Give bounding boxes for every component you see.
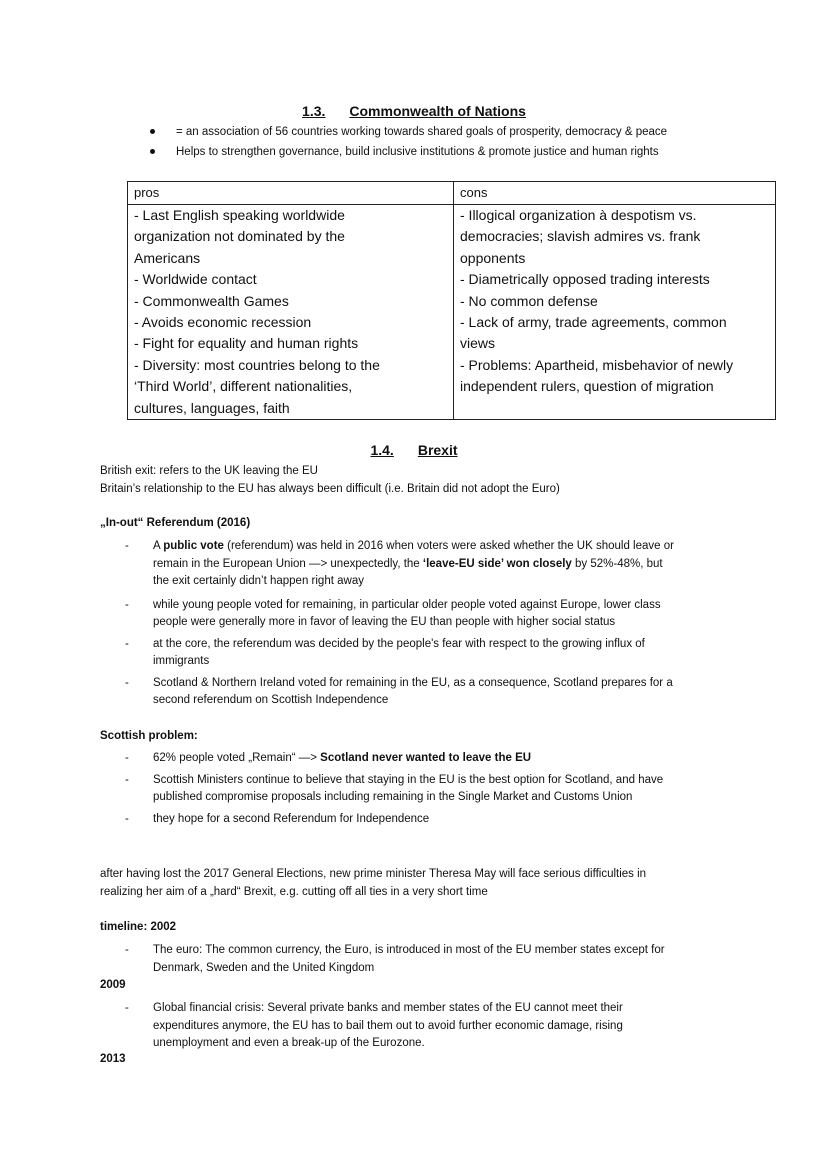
section-number: 1.3. [302, 103, 326, 119]
section-number: 1.4. [370, 442, 394, 458]
list-item: Helps to strengthen governance, build inclusive institutions & promote justice and human rights [150, 144, 667, 164]
section-title: Commonwealth of Nations [349, 103, 526, 119]
list-item: - 62% people voted „Remain“ —> Scotland never wanted to leave the EU [125, 752, 532, 764]
scottish-problem-heading: Scottish problem: [100, 730, 198, 742]
list-item: - at the core, the referendum was decided by the people's fear with respect to the growing influx of immigrants [125, 637, 645, 667]
brexit-definition: British exit: refers to the UK leaving the EU [100, 465, 318, 477]
table-row [128, 205, 776, 420]
timeline-year-2009: 2009 [100, 979, 126, 991]
commonwealth-bullet-list [150, 124, 667, 164]
list-item: - The euro: The common currency, the Euro, is introduced in most of the EU member states except for Denmark, Sweden and the United Kingdom [125, 944, 665, 974]
list-item: - Scottish Ministers continue to believe that staying in the EU is the best option for Scotland, and have published compromise proposals including remaining in the Single Market and Customs Union [125, 773, 664, 803]
list-item: - Global financial crisis: Several private banks and member states of the EU cannot meet their expenditures anymore, the EU has to bail them out to avoid further economic damage, rising unemployment and even a break-up of the Eurozone. [125, 1002, 623, 1049]
timeline-2002-list [125, 942, 665, 977]
referendum-heading: „In-out“ Referendum (2016) [100, 517, 251, 529]
list-item: - Scotland & Northern Ireland voted for remaining in the EU, as a consequence, Scotland prepares for a second referendum on Scottish Independence [125, 676, 673, 706]
theresa-may-paragraph-line: after having lost the 2017 General Elections, new prime minister Theresa May will face serious difficulties in [100, 868, 647, 880]
table-header-row [128, 182, 776, 205]
referendum-list [125, 538, 674, 710]
list-item: - while young people voted for remaining, in particular older people voted against Europe, lower class people were generally more in favor of leaving the EU than people with higher social status [125, 598, 661, 628]
timeline-year-2013: 2013 [100, 1053, 126, 1065]
cons-cell: - Illogical organization à despotism vs. democracies; slavish admires vs. frank opponents - Diametrically opposed trading interests - No common defense - Lack of army, trade agreements, common views - Problems: Apartheid, misbehavior of newly independent rulers, question of migration [454, 205, 776, 420]
list-item: = an association of 56 countries working towards shared goals of prosperity, democracy & peace [150, 124, 667, 144]
list-item: - A public vote (referendum) was held in 2016 when voters were asked whether the UK should leave or remain in the European Union —> unexpectedly, the ‘leave-EU side’ won closely by 52%-48%, but the exit certainly didn’t happen right away [125, 540, 674, 587]
pros-header: pros [128, 182, 454, 205]
pros-cell: - Last English speaking worldwide organization not dominated by the Americans - Worldwide contact - Commonwealth Games - Avoids economic recession - Fight for equality and human rights - Diversity: most countries belong to the ‘Third World’, different nationalities, cultures, languages, faith [128, 205, 454, 420]
section-heading-brexit [0, 442, 828, 458]
scottish-problem-list [125, 750, 663, 828]
timeline-2009-list [125, 1000, 623, 1053]
brexit-relationship: Britain’s relationship to the EU has always been difficult (i.e. Britain did not adopt the Euro) [100, 483, 560, 495]
section-heading-commonwealth [0, 103, 828, 119]
bullet-icon [150, 129, 155, 134]
theresa-may-paragraph-line: realizing her aim of a „hard“ Brexit, e.g. cutting off all ties in a very short time [100, 886, 488, 898]
cons-header: cons [454, 182, 776, 205]
bullet-icon [150, 149, 155, 154]
section-title: Brexit [417, 442, 458, 458]
pros-cons-table [127, 181, 776, 420]
list-item: - they hope for a second Referendum for Independence [125, 812, 430, 825]
timeline-heading: timeline: 2002 [100, 921, 177, 933]
